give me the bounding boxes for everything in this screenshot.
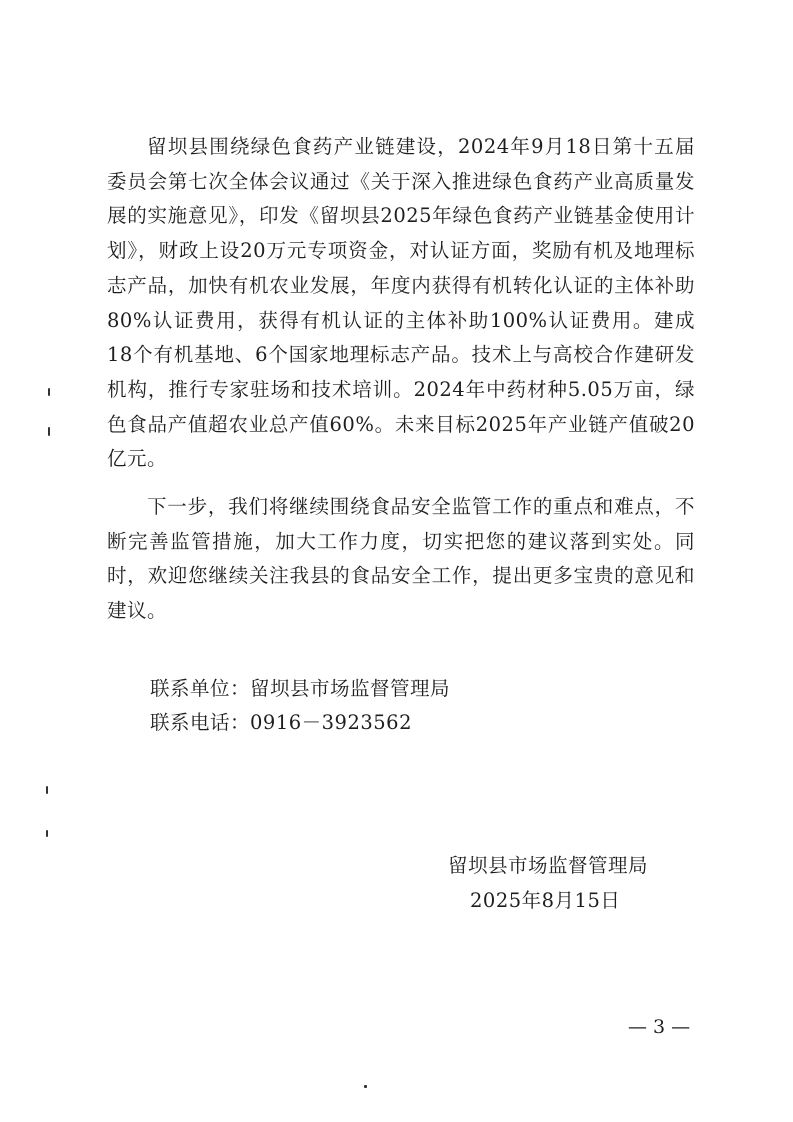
signature-date: 2025年8月15日 [470, 889, 621, 912]
scan-mark-2 [48, 427, 50, 436]
scan-mark-1 [48, 388, 50, 396]
page-number: — 3 — [628, 1016, 691, 1038]
signature-organization: 留坝县市场监督管理局 [448, 854, 649, 877]
scan-mark-5 [364, 1085, 367, 1088]
body-paragraph-1: 留坝县围绕绿色食药产业链建设，2024年9月18日第十五届委员会第七次全体会议通过《关于深入推进绿色食药产业高质量发展的实施意见》，印发《留坝县2025年绿色食药产业链基金使用计划》，财政上设20万元专项资金，对认证方面，奖励有机及地理标志产品，加快有机农业发展，年度内获得有机转化认证的主体补助80%认证费用，获得有机认证的主体补助100%认证费用。建成18个有机基地、6个国家地理标志产品。技术上与高校合作建研发机构，推行专家驻场和技术培训。2024年中药材种5.05万亩，绿色食品产值超农业总产值60%。未来目标2025年产业链产值破20亿元。 [107, 135, 695, 471]
contact-unit: 联系单位：留坝县市场监督管理局 [150, 677, 451, 700]
scan-mark-4 [46, 830, 48, 837]
contact-phone: 联系电话：0916－3923562 [150, 711, 412, 734]
scan-mark-3 [46, 786, 48, 794]
body-paragraph-2: 下一步，我们将继续围绕食品安全监管工作的重点和难点，不断完善监管措施，加大工作力度，切实把您的建议落到实处。同时，欢迎您继续关注我县的食品安全工作，提出更多宝贵的意见和建议。 [107, 495, 695, 623]
